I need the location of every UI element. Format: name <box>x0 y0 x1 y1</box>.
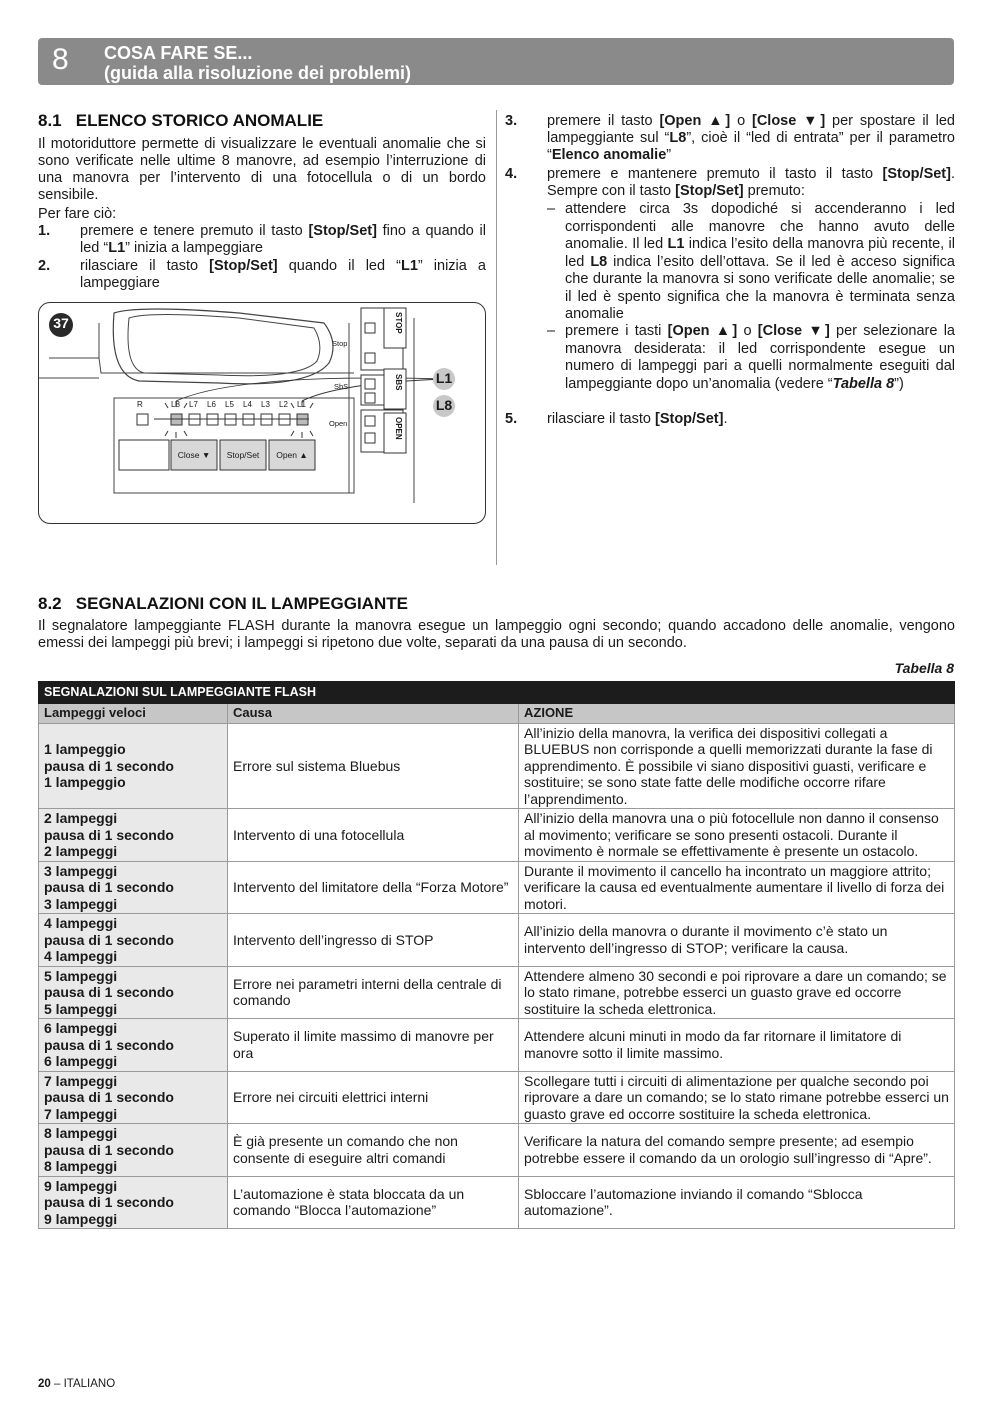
flash-pattern-cell <box>39 861 228 914</box>
flash-pattern-line: pausa di 1 secondo <box>44 826 174 843</box>
flash-pattern-cell <box>39 1124 228 1177</box>
flash-pattern-line: pausa di 1 secondo <box>44 1089 174 1105</box>
led-label-l6: L6 <box>207 400 216 409</box>
action-cell: All’inizio della manovra una o più fotocellule non danno il consenso al movimento; verificare se sono presenti ostacoli. Durante il movimento è normale se effettivamente è presente un ostacolo. <box>519 809 955 862</box>
step-number: 5. <box>505 411 518 427</box>
flash-pattern-cell <box>39 914 228 967</box>
cause-cell: Intervento del limitatore della “Forza Motore” <box>228 861 519 914</box>
led-label-l2: L2 <box>279 400 288 409</box>
flash-pattern-cell <box>39 1019 228 1072</box>
flash-pattern-line: 4 lampeggi <box>44 915 118 931</box>
flash-pattern-line: 7 lampeggi <box>44 1105 118 1122</box>
column-header: AZIONE <box>519 703 955 723</box>
led-label-l8: L8 <box>171 400 180 409</box>
flash-pattern-line: pausa di 1 secondo <box>44 879 174 895</box>
led-label-l7: L7 <box>189 400 198 409</box>
side-label-sbs: SbS <box>334 382 349 391</box>
flash-pattern-line: 8 lampeggi <box>44 1158 118 1174</box>
step-4 <box>505 166 955 202</box>
flash-pattern-line: 8 lampeggi <box>44 1125 118 1141</box>
sub-text: premere i tasti [Open ▲] o [Close ▼] per selezionare la manovra desiderata: il led corrispondente esegue un numero di lampeggi pari a quelli normalmente eseguiti dal lampeggiante dopo un’anomalia (vedere “Tabella 8”) <box>565 323 955 392</box>
cause-cell: L’automazione è stata bloccata da un comando “Blocca l’automazione” <box>228 1176 519 1229</box>
side-label-open: Open <box>329 419 348 428</box>
flash-pattern-line: 7 lampeggi <box>44 1072 118 1089</box>
flash-pattern-line: 9 lampeggi <box>44 1210 118 1227</box>
led-label-l4: L4 <box>243 400 252 409</box>
chapter-title-line2: (guida alla risoluzione dei problemi) <box>104 63 412 83</box>
chapter-title-line1: COSA FARE SE... <box>104 43 253 63</box>
action-cell: Verificare la natura del comando sempre presente; ad esempio potrebbe essere il comando da un orologio sull’ingresso di “Apre”. <box>519 1124 955 1177</box>
flash-pattern-line: 2 lampeggi <box>44 843 118 859</box>
flash-pattern-line: pausa di 1 secondo <box>44 931 174 948</box>
flash-pattern-line: pausa di 1 secondo <box>44 1194 174 1210</box>
flash-pattern-line: 1 lampeggio <box>44 741 126 757</box>
flash-pattern-line: pausa di 1 secondo <box>44 1036 174 1053</box>
figure-37-control-board <box>38 302 486 524</box>
section1-intro: Il motoriduttore permette di visualizzare le eventuali anomalie che si sono verificate nelle ultime 8 manovre, ad esempio l’interruzione di una manovra per l’intervento di una fotocellula o di un bordo sensibile. <box>38 136 486 203</box>
cause-cell: Errore nei circuiti elettrici interni <box>228 1071 519 1124</box>
action-cell: Scollegare tutti i circuiti di alimentazione per qualche secondo poi riprovare a dare un comando; se lo stato rimane potrebbe esserci un guasto grave ed occorre sostituire la scheda elettronica. <box>519 1071 955 1124</box>
table-row <box>39 914 955 967</box>
table-row <box>39 1071 955 1124</box>
flash-pattern-line: pausa di 1 secondo <box>44 1141 174 1158</box>
terminal-label-stop: STOP <box>394 312 403 334</box>
sub-text: attendere circa 3s dopodiché si accenderanno i led corrispondenti alle manovre che hanno avuto delle anomalie. Il led L1 indica l’esito della manovra più recente, il led L8 indica l’esito dell’ottava. Se il led è acceso significa che durante la manovra si sono verificate delle anomalie; se il led è spento significa che la manovra è terminata senza anomalie <box>565 201 955 322</box>
column-header: Lampeggi veloci <box>39 703 228 723</box>
flash-pattern-line: 6 lampeggi <box>44 1020 118 1036</box>
step-3 <box>505 113 955 165</box>
step-text: premere il tasto [Open ▲] o [Close ▼] per spostare il led lampeggiante sul “L8”, cioè il “led di entrata” per il parametro “Elenco anomalie” <box>547 113 955 163</box>
action-cell: Attendere almeno 30 secondi e poi riprovare a dare un comando; se lo stato rimane, potrebbe esserci un guasto grave ed occorre sostituire la scheda elettronica. <box>519 966 955 1019</box>
column-header: Causa <box>228 703 519 723</box>
flash-pattern-line: 1 lampeggio <box>44 774 126 790</box>
cause-cell: Errore sul sistema Bluebus <box>228 723 519 809</box>
column-divider <box>496 110 497 565</box>
step-number: 4. <box>505 166 518 182</box>
flash-pattern-cell <box>39 966 228 1019</box>
board-button-stop-set: Stop/Set <box>226 450 260 460</box>
step-number: 1. <box>38 223 51 239</box>
section2-intro: Il segnalatore lampeggiante FLASH durante la manovra esegue un lampeggio ogni secondo; quando accadono delle anomalie, vengono emessi dei lampeggi più brevi; i lampeggi si ripetono due volte, separati da una pausa di un secondo. <box>38 618 955 651</box>
flash-pattern-line: 4 lampeggi <box>44 948 118 964</box>
flash-pattern-line: 5 lampeggi <box>44 1000 118 1017</box>
flash-pattern-cell <box>39 1071 228 1124</box>
action-cell: All’inizio della manovra o durante il movimento c’è stato un intervento dell’ingresso di STOP; verificare la causa. <box>519 914 955 967</box>
table-row <box>39 723 955 809</box>
page-number: 20 <box>38 1378 51 1390</box>
chapter-number: 8 <box>52 43 69 76</box>
side-label-stop: Stop <box>332 339 348 348</box>
page-footer: 20 – ITALIANO <box>38 1378 116 1390</box>
footer-language: ITALIANO <box>63 1378 116 1390</box>
figure-number-badge: 37 <box>53 315 69 331</box>
led-label-l3: L3 <box>261 400 270 409</box>
led-label-r: R <box>137 400 143 409</box>
cause-cell: Intervento dell’ingresso di STOP <box>228 914 519 967</box>
step-number: 3. <box>505 113 518 129</box>
cause-cell: Superato il limite massimo di manovre per ora <box>228 1019 519 1072</box>
table-row <box>39 966 955 1019</box>
flash-pattern-cell <box>39 809 228 862</box>
flash-pattern-line: 9 lampeggi <box>44 1177 118 1194</box>
step-text: premere e tenere premuto il tasto [Stop/Set] fino a quando il led “L1” inizia a lampeggiare <box>80 223 486 256</box>
step-text: rilasciare il tasto [Stop/Set] quando il led “L1” inizia a lampeggiare <box>80 258 486 291</box>
step-4-sub-2: – premere i tasti [Open ▲] o [Close ▼] per selezionare la manovra desiderata: il led corrispondente esegue un numero di lampeggi pari a quelli normalmente eseguiti dal lampeggiante dopo un’anomalia (vedere “Tabella 8”) <box>547 323 955 392</box>
step-5 <box>505 411 955 429</box>
action-cell: Durante il movimento il cancello ha incontrato un maggiore attrito; verificare la causa ed eventualmente aumentare il livello di forza dei motori. <box>519 861 955 914</box>
callout-l1: L1 <box>435 370 453 386</box>
table-caption: Tabella 8 <box>894 660 954 676</box>
section-heading-8-1: 8.1 ELENCO STORICO ANOMALIE <box>38 111 324 130</box>
flash-pattern-line: 3 lampeggi <box>44 862 118 879</box>
step-text: premere e mantenere premuto il tasto il tasto [Stop/Set]. Sempre con il tasto [Stop/Set] premuto: <box>547 166 955 199</box>
table-row <box>39 809 955 862</box>
table-row <box>39 1124 955 1177</box>
terminal-label-sbs: SBS <box>394 374 403 391</box>
cause-cell: È già presente un comando che non consente di eseguire altri comandi <box>228 1124 519 1177</box>
action-cell: All’inizio della manovra, la verifica dei dispositivi collegati a BLUEBUS non corrisponde a quelli memorizzati durante la fase di apprendimento. È possibile vi siano dispositivi guasti, verificare e sostituire; se sono state fatte delle modifiche occorre rifare l’apprendimento. <box>519 723 955 809</box>
board-button-open: Open ▲ <box>276 450 308 460</box>
step-1 <box>38 223 486 257</box>
cause-cell: Intervento di una fotocellula <box>228 809 519 862</box>
section-heading-8-2: 8.2 SEGNALAZIONI CON IL LAMPEGGIANTE <box>38 594 408 613</box>
table-row <box>39 1176 955 1229</box>
step-number: 2. <box>38 258 51 274</box>
flash-pattern-line: 6 lampeggi <box>44 1053 118 1069</box>
action-cell: Sbloccare l’automazione inviando il comando “Sblocca automazione”. <box>519 1176 955 1229</box>
flash-pattern-line: 3 lampeggi <box>44 895 118 912</box>
section1-intro2: Per fare ciò: <box>38 206 117 222</box>
board-button-close: Close ▼ <box>177 450 211 460</box>
terminal-label-open: OPEN <box>394 417 403 440</box>
flash-pattern-line: 5 lampeggi <box>44 967 118 984</box>
flash-pattern-line: 2 lampeggi <box>44 810 118 826</box>
cause-cell: Errore nei parametri interni della centrale di comando <box>228 966 519 1019</box>
step-4-sub-1: – attendere circa 3s dopodiché si accenderanno i led corrispondenti alle manovre che hanno avuto delle anomalie. Il led L1 indica l’esito della manovra più recente, il led L8 indica l’esito dell’ottava. Se il led è acceso significa che durante la manovra si sono verificate delle anomalie; se il led è spento significa che la manovra è terminata senza anomalie <box>547 201 955 322</box>
flash-signals-table <box>38 681 955 1229</box>
flash-pattern-cell <box>39 1176 228 1229</box>
flash-pattern-line: pausa di 1 secondo <box>44 984 174 1000</box>
table-title: SEGNALAZIONI SUL LAMPEGGIANTE FLASH <box>39 682 955 704</box>
flash-pattern-cell <box>39 723 228 809</box>
table-row <box>39 1019 955 1072</box>
table-row <box>39 861 955 914</box>
led-label-l5: L5 <box>225 400 234 409</box>
led-label-l1: L1 <box>297 400 306 409</box>
step-2 <box>38 258 486 292</box>
table-title-row <box>39 682 955 704</box>
action-cell: Attendere alcuni minuti in modo da far ritornare il limitatore di manovre sotto il limite massimo. <box>519 1019 955 1072</box>
callout-l8: L8 <box>435 397 453 413</box>
control-board-drawing <box>39 303 486 524</box>
step-text: rilasciare il tasto [Stop/Set]. <box>547 411 728 427</box>
table-header-row <box>39 703 955 723</box>
chapter-banner <box>38 38 954 85</box>
flash-pattern-line: pausa di 1 secondo <box>44 757 174 774</box>
